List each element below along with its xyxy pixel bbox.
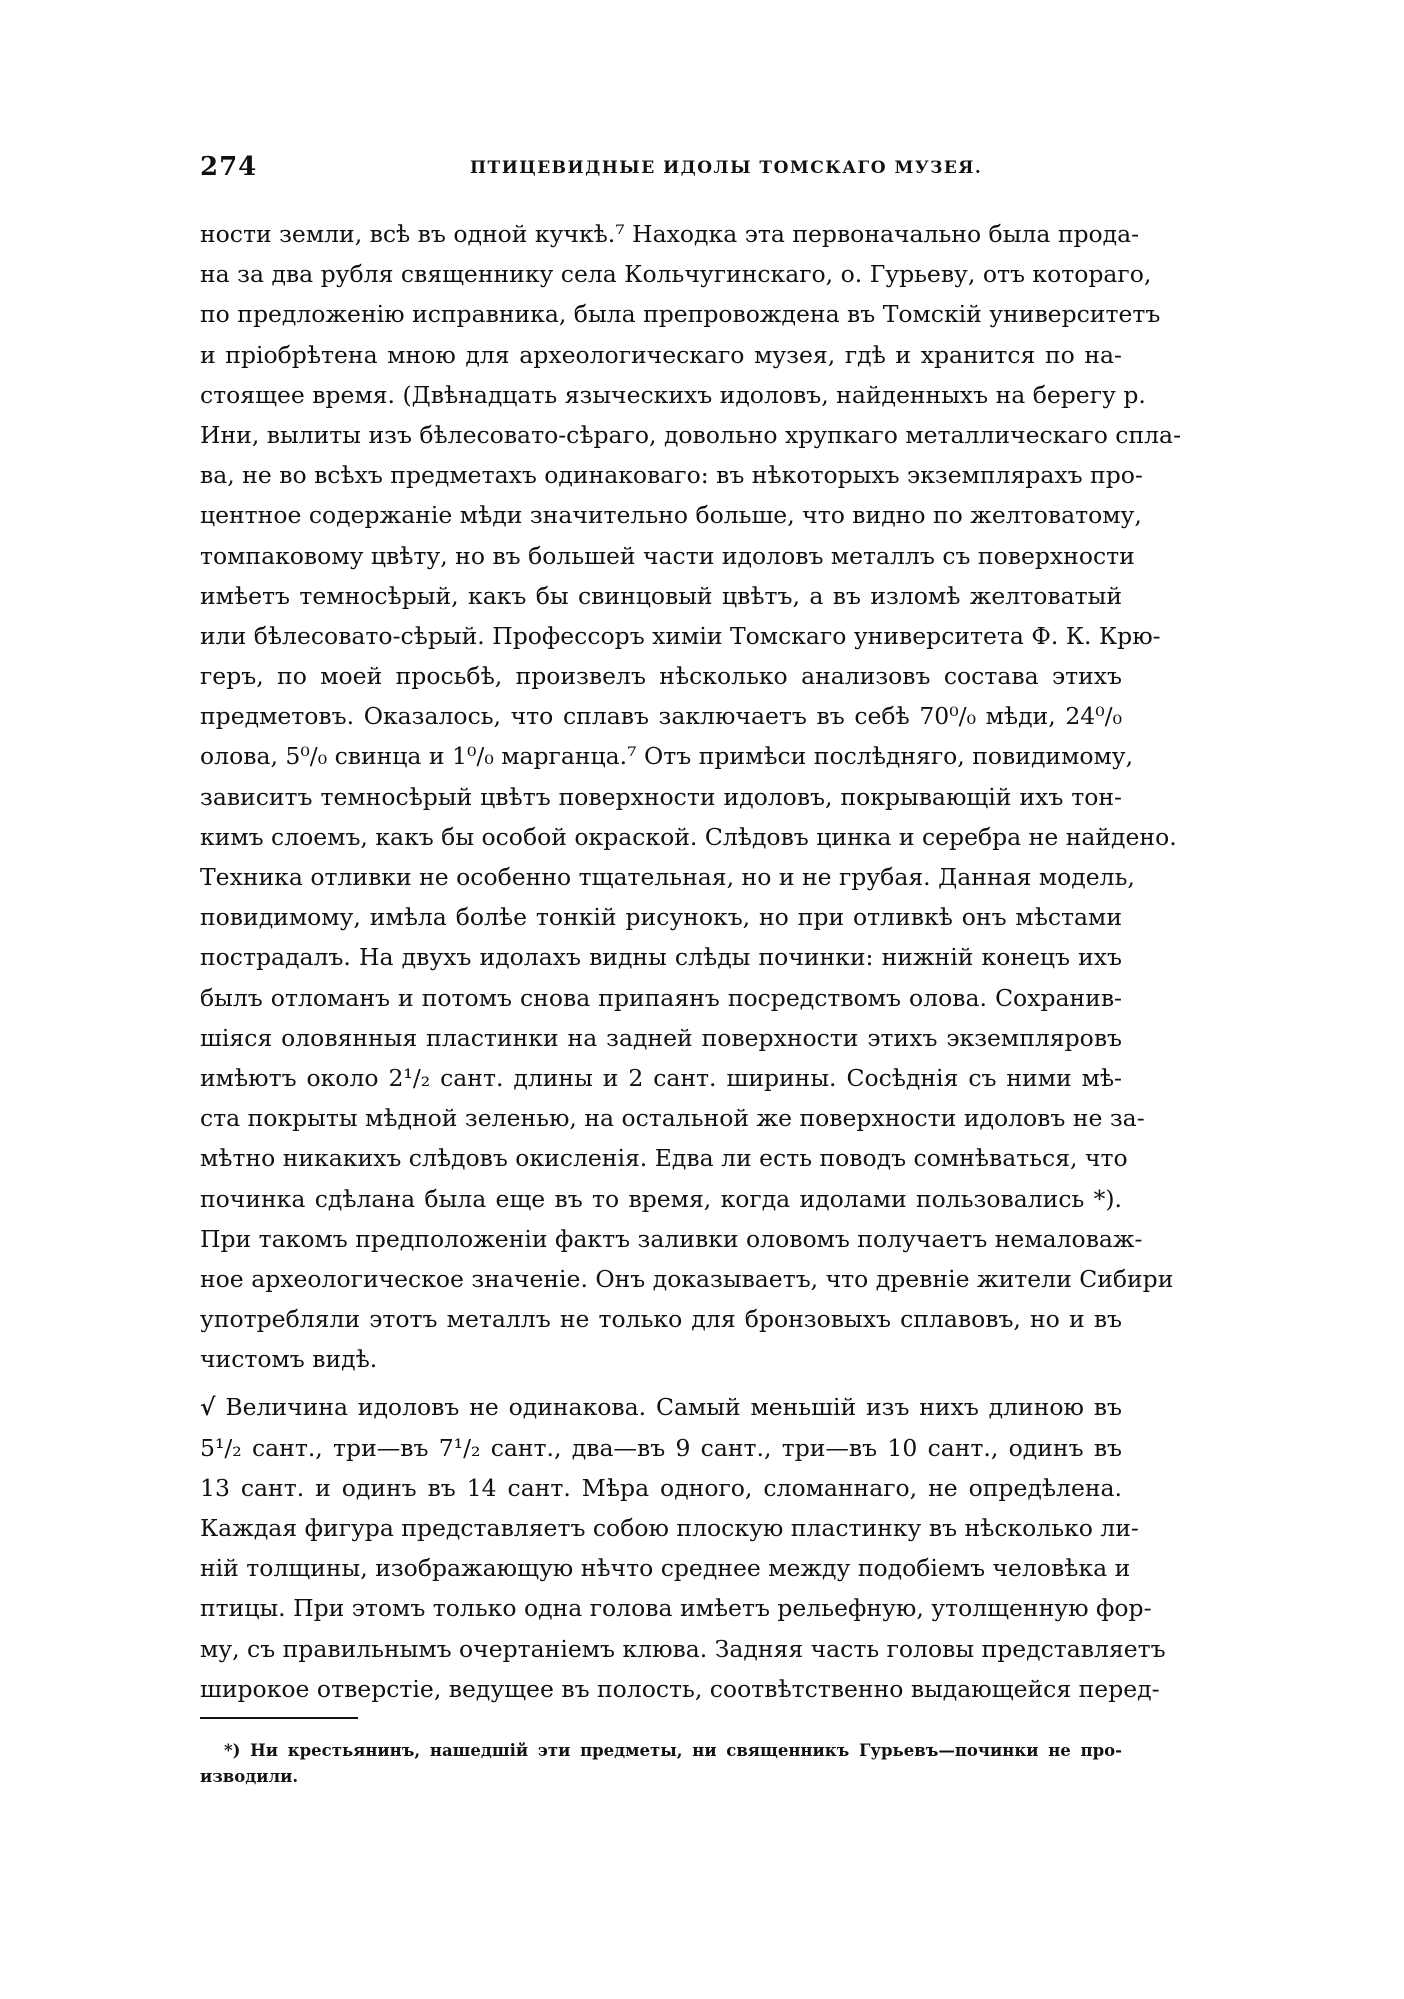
text-line: 13 сант. и одинъ въ 14 сант. Мѣра одного, сломаннаго, не опредѣлена. xyxy=(200,1473,1122,1502)
footnote-line: *) Ни крестьянинъ, нашедшій эти предметы, ни священникъ Гурьевъ—починки не про- xyxy=(224,1741,1122,1760)
paragraph-gap xyxy=(200,1379,1122,1387)
body-text xyxy=(200,214,1182,1709)
text-line: томпаковому цвѣту, но въ большей части идоловъ металлъ съ поверхности xyxy=(200,541,1135,570)
text-line: олова, 5⁰/₀ свинца и 1⁰/₀ марганца.⁷ Отъ примѣси послѣдняго, повидимому, xyxy=(200,742,1134,771)
text-line: геръ, по моей просьбѣ, произвелъ нѣсколько анализовъ состава этихъ xyxy=(200,662,1122,691)
text-line: по предложенію исправника, была препровождена въ Томскій университетъ xyxy=(200,300,1161,329)
text-line: употребляли этотъ металлъ не только для бронзовыхъ сплавовъ, но и въ xyxy=(200,1305,1122,1334)
text-line: птицы. При этомъ только одна голова имѣетъ рельефную, утолщенную фор- xyxy=(200,1594,1152,1623)
text-line: стоящее время. (Двѣнадцать языческихъ идоловъ, найденныхъ на берегу р. xyxy=(200,380,1146,409)
footnote-divider xyxy=(200,1717,358,1719)
text-line: имѣютъ около 2¹/₂ сант. длины и 2 сант. ширины. Сосѣднія съ ними мѣ- xyxy=(200,1063,1122,1092)
text-line: Каждая фигура представляетъ собою плоскую пластинку въ нѣсколько ли- xyxy=(200,1514,1139,1542)
text-line xyxy=(200,1387,1122,1427)
text-line: повидимому, имѣла болѣе тонкій рисунокъ, но при отливкѣ онъ мѣстами xyxy=(200,903,1122,932)
footnote xyxy=(200,1738,1122,1790)
text-line: широкое отверстіе, ведущее въ полость, соотвѣтственно выдающейся перед- xyxy=(200,1674,1160,1703)
page-number: 274 xyxy=(200,152,258,182)
text-line: былъ отломанъ и потомъ снова припаянъ посредствомъ олова. Сохранив- xyxy=(200,983,1122,1012)
text-line: зависитъ темносѣрый цвѣтъ поверхности идоловъ, покрывающій ихъ тон- xyxy=(200,782,1122,811)
text-line: чистомъ видѣ. xyxy=(200,1345,378,1374)
text-line-content: Величина идоловъ не одинакова. Самый меньшій изъ нихъ длиною въ xyxy=(225,1393,1122,1422)
check-mark-icon: √ xyxy=(200,1393,216,1422)
text-line: или бѣлесовато-сѣрый. Профессоръ химіи Томскаго университета Ф. К. Крю- xyxy=(200,621,1161,650)
text-line: При такомъ предположеніи фактъ заливки оловомъ получаетъ немаловаж- xyxy=(200,1224,1143,1253)
paragraph-1 xyxy=(200,214,1182,1379)
text-line: му, съ правильнымъ очертаніемъ клюва. Задняя часть головы представляетъ xyxy=(200,1634,1166,1663)
text-line: ва, не во всѣхъ предметахъ одинаковаго: въ нѣкоторыхъ экземплярахъ про- xyxy=(200,461,1143,490)
text-line: мѣтно никакихъ слѣдовъ окисленія. Едва ли есть поводъ сомнѣваться, что xyxy=(200,1144,1128,1173)
footnote-line: изводили. xyxy=(200,1767,299,1786)
text-line: ности земли, всѣ въ одной кучкѣ.⁷ Находка эта первоначально была прода- xyxy=(200,220,1140,248)
text-line: пострадалъ. На двухъ идолахъ видны слѣды починки: нижній конецъ ихъ xyxy=(200,943,1122,972)
page-header xyxy=(200,152,1122,188)
text-line: шіяся оловянныя пластинки на задней поверхности этихъ экземпляровъ xyxy=(200,1023,1122,1052)
text-line: имѣетъ темносѣрый, какъ бы свинцовый цвѣтъ, а въ изломѣ желтоватый xyxy=(200,581,1122,610)
text-line: центное содержаніе мѣди значительно больше, что видно по желтоватому, xyxy=(200,501,1142,530)
running-title: ПТИЦЕВИДНЫЕ ИДОЛЫ ТОМСКАГО МУЗЕЯ. xyxy=(470,158,983,178)
text-line: ное археологическое значеніе. Онъ доказываетъ, что древніе жители Сибири xyxy=(200,1264,1174,1293)
text-line: 5¹/₂ сант., три—въ 7¹/₂ сант., два—въ 9 сант., три—въ 10 сант., одинъ въ xyxy=(200,1433,1122,1462)
text-line: и пріобрѣтена мною для археологическаго музея, гдѣ и хранится по на- xyxy=(200,340,1122,369)
text-line: починка сдѣлана была еще въ то время, когда идолами пользовались *). xyxy=(200,1184,1122,1213)
text-line: на за два рубля священнику села Кольчугинскаго, о. Гурьеву, отъ котораго, xyxy=(200,260,1152,289)
text-line: предметовъ. Оказалось, что сплавъ заключаетъ въ себѣ 70⁰/₀ мѣди, 24⁰/₀ xyxy=(200,702,1122,731)
text-line: Техника отливки не особенно тщательная, но и не грубая. Данная модель, xyxy=(200,863,1135,891)
paragraph-2 xyxy=(200,1387,1166,1709)
text-line: ній толщины, изображающую нѣчто среднее между подобіемъ человѣка и xyxy=(200,1554,1131,1583)
text-line: Ини, вылиты изъ бѣлесовато-сѣраго, довольно хрупкаго металлическаго спла- xyxy=(200,420,1182,449)
text-line: ста покрыты мѣдной зеленью, на остальной же поверхности идоловъ не за- xyxy=(200,1104,1145,1133)
text-line: кимъ слоемъ, какъ бы особой окраской. Слѣдовъ цинка и серебра не найдено. xyxy=(200,822,1177,851)
